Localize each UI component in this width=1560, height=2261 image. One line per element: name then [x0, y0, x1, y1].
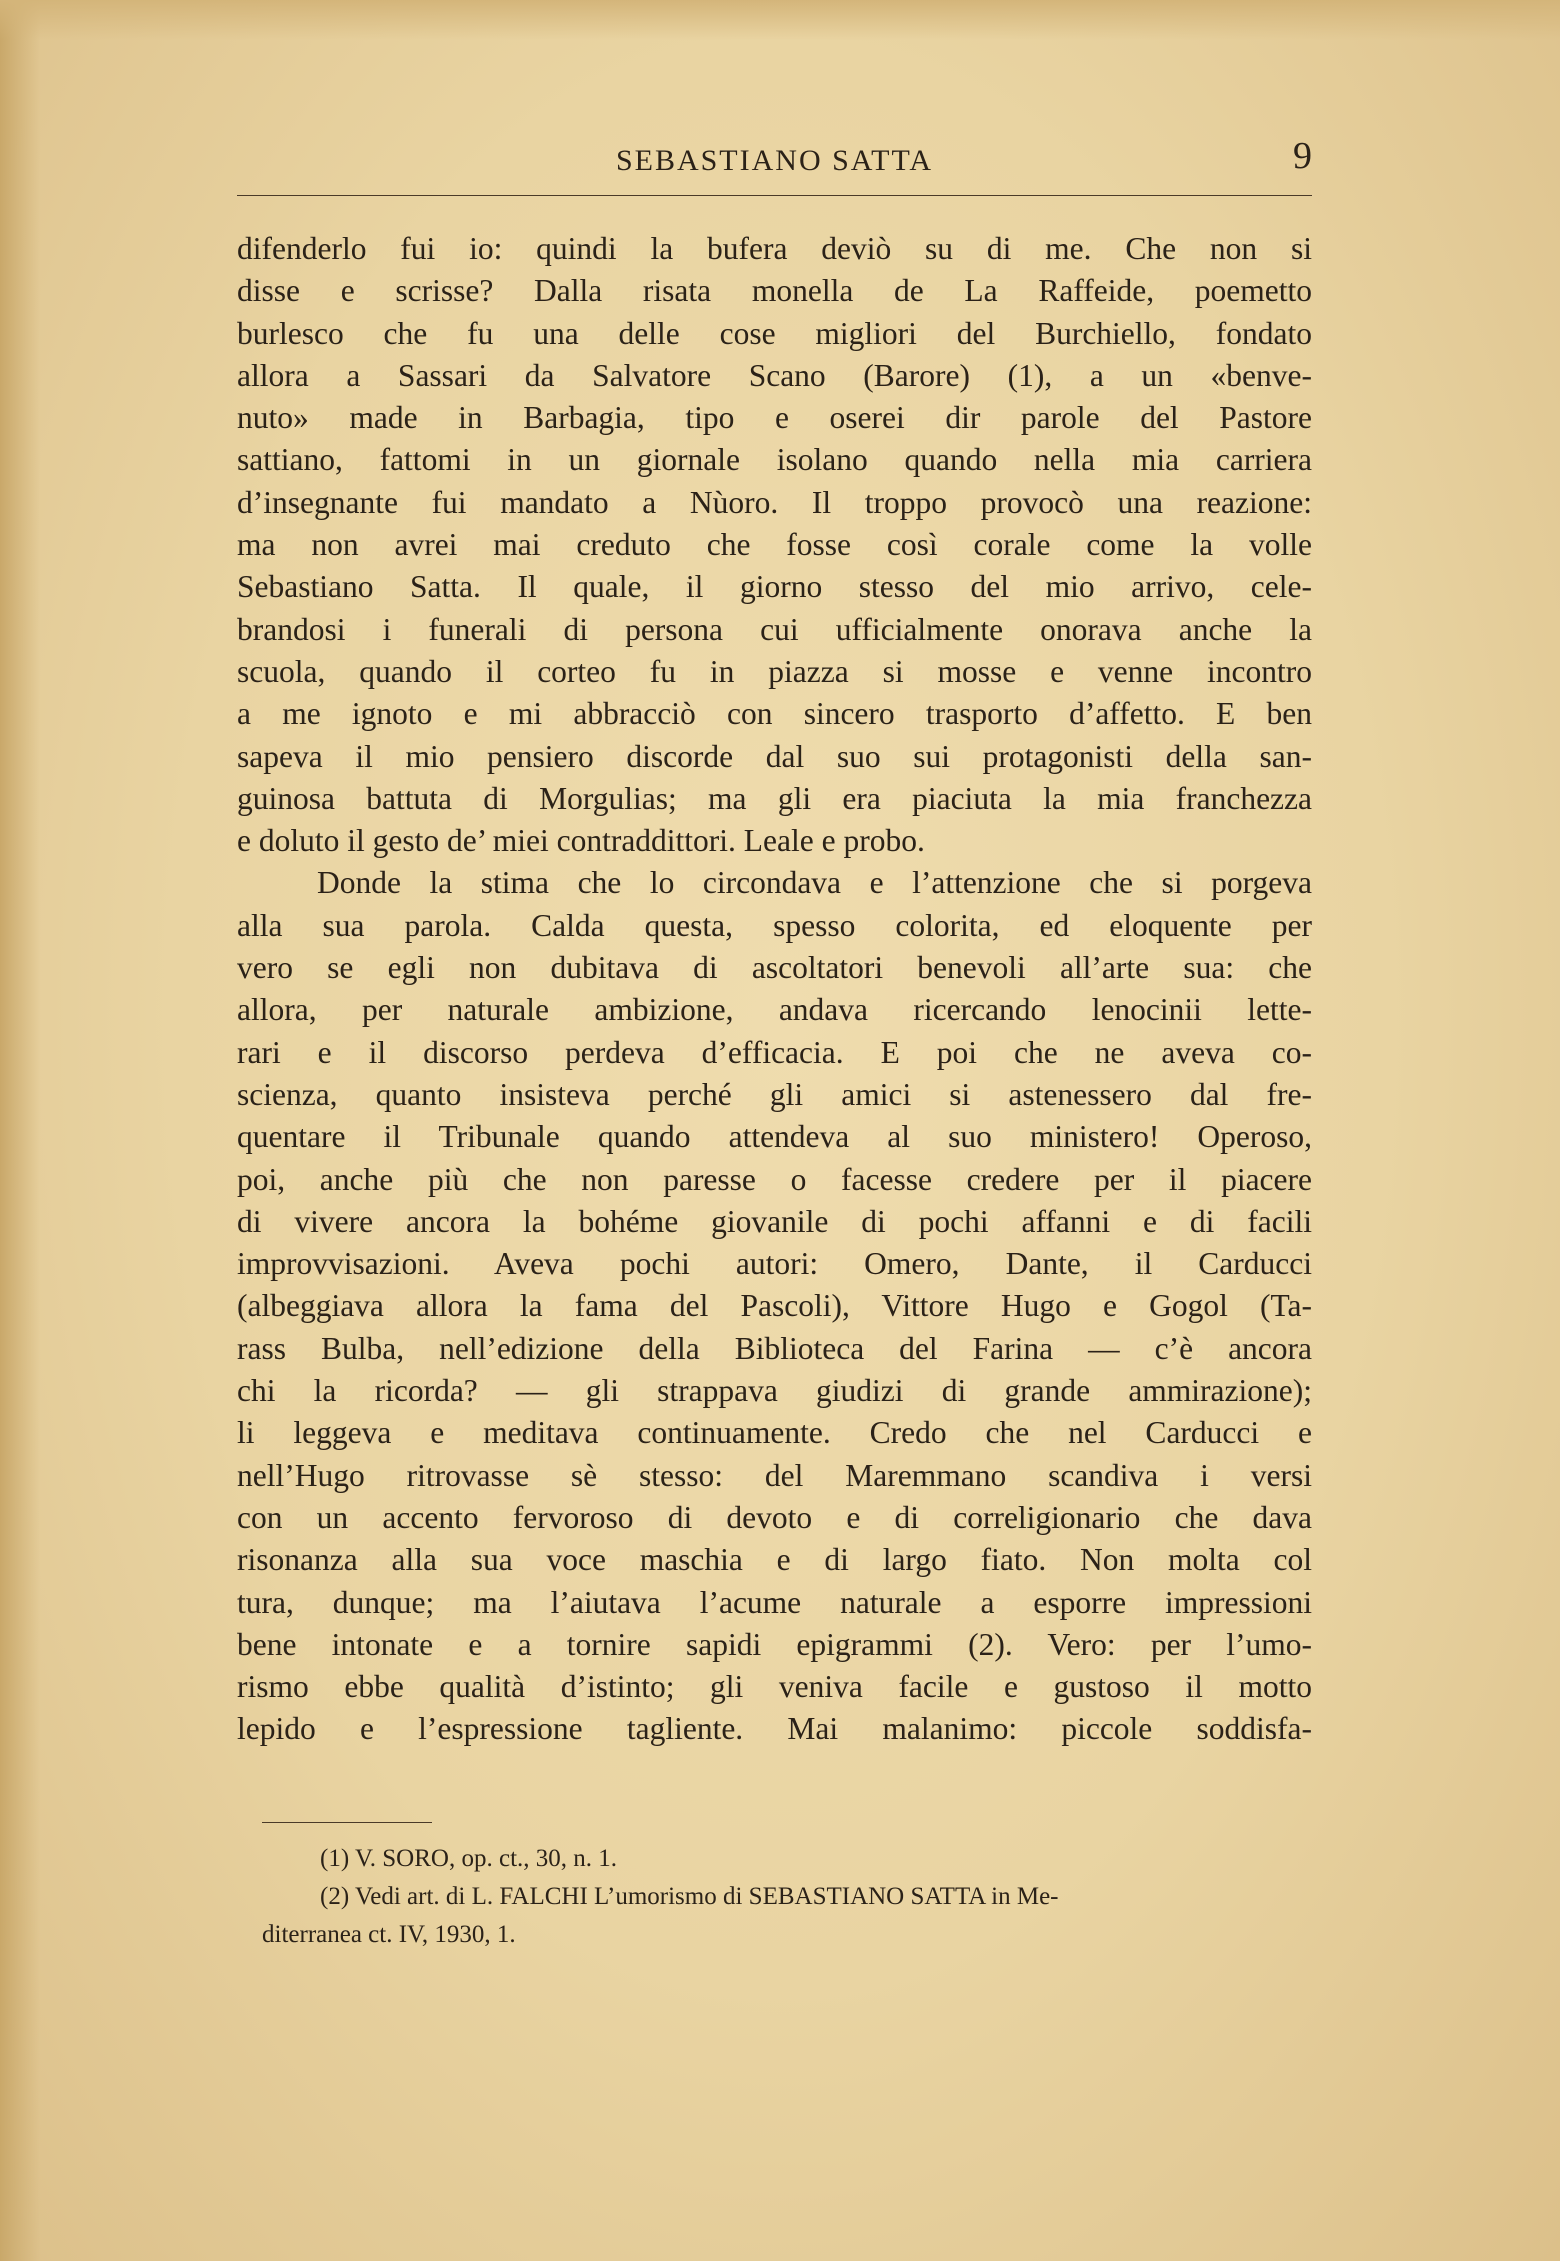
footnote-2-continued: diterranea ct. IV, 1930, 1. — [262, 1921, 516, 1948]
text-line: lepido e l’espressione tagliente. Mai malanimo: piccole soddisfa- — [237, 1711, 1312, 1747]
text-line: d’insegnante fui mandato a Nùoro. Il troppo provocò una reazione: — [237, 484, 1312, 520]
text-line: scuola, quando il corteo fu in piazza si mosse e venne incontro — [237, 653, 1312, 689]
text-line: ma non avrei mai creduto che fosse così corale come la volle — [237, 527, 1312, 563]
text-line: Donde la stima che lo circondava e l’attenzione che si porgeva — [317, 865, 1312, 901]
page-edge-shadow-top — [0, 0, 1560, 40]
text-line: scienza, quanto insisteva perché gli amici si astenessero dal fre- — [237, 1076, 1312, 1112]
text-line: rari e il discorso perdeva d’efficacia. E poi che ne aveva co- — [237, 1034, 1312, 1070]
text-line: tura, dunque; ma l’aiutava l’acume naturale a esporre impressioni — [237, 1584, 1312, 1620]
text-line: nell’Hugo ritrovasse sè stesso: del Maremmano scandiva i versi — [237, 1457, 1312, 1493]
text-line: con un accento fervoroso di devoto e di correligionario che dava — [237, 1499, 1312, 1535]
text-line: li leggeva e meditava continuamente. Credo che nel Carducci e — [237, 1415, 1312, 1451]
footnote-rule — [262, 1822, 432, 1823]
page-number: 9 — [1293, 135, 1312, 177]
footnote-2: (2) Vedi art. di L. FALCHI L’umorismo di SEBASTIANO SATTA in Me- — [320, 1883, 1059, 1910]
paragraph-1 — [237, 228, 1312, 862]
header-rule — [237, 195, 1312, 196]
text-line: allora a Sassari da Salvatore Scano (Barore) (1), a un «benve- — [237, 357, 1312, 393]
text-line: Sebastiano Satta. Il quale, il giorno stesso del mio arrivo, cele- — [237, 569, 1312, 605]
text-line: nuto» made in Barbagia, tipo e oserei dir parole del Pastore — [237, 400, 1312, 436]
running-title: SEBASTIANO SATTA — [615, 144, 934, 177]
text-line: brandosi i funerali di persona cui ufficialmente onorava anche la — [237, 611, 1312, 647]
text-line: difenderlo fui io: quindi la bufera deviò su di me. Che non si — [237, 231, 1312, 266]
text-line: bene intonate e a tornire sapidi epigrammi (2). Vero: per l’umo- — [237, 1626, 1312, 1662]
text-line: sattiano, fattomi in un giornale isolano quando nella mia carriera — [237, 442, 1312, 478]
text-line: sapeva il mio pensiero discorde dal suo sui protagonisti della san- — [237, 738, 1312, 774]
text-line: e doluto il gesto de’ miei contraddittori. Leale e probo. — [237, 823, 925, 859]
body-text — [237, 228, 1312, 1751]
running-header — [237, 135, 1312, 188]
text-line: (albeggiava allora la fama del Pascoli), Vittore Hugo e Gogol (Ta- — [237, 1288, 1312, 1324]
text-line: allora, per naturale ambizione, andava ricercando lenocinii lette- — [237, 992, 1312, 1028]
text-line: rismo ebbe qualità d’istinto; gli veniva facile e gustoso il motto — [237, 1669, 1312, 1705]
text-line: rass Bulba, nell’edizione della Biblioteca del Farina — c’è ancora — [237, 1330, 1312, 1366]
page-edge-shadow-left — [0, 0, 40, 2261]
text-line: alla sua parola. Calda questa, spesso colorita, ed eloquente per — [237, 907, 1312, 943]
text-line: chi la ricorda? — gli strappava giudizi di grande ammirazione); — [237, 1373, 1312, 1409]
text-line: guinosa battuta di Morgulias; ma gli era piaciuta la mia franchezza — [237, 780, 1312, 816]
text-line: quentare il Tribunale quando attendeva al suo ministero! Operoso, — [237, 1119, 1312, 1155]
footnote-1: (1) V. SORO, op. ct., 30, n. 1. — [320, 1845, 618, 1872]
text-line: di vivere ancora la bohéme giovanile di pochi affanni e di facili — [237, 1203, 1312, 1239]
text-line: improvvisazioni. Aveva pochi autori: Omero, Dante, il Carducci — [237, 1246, 1312, 1282]
text-line: poi, anche più che non paresse o facesse credere per il piacere — [237, 1161, 1312, 1197]
paragraph-2 — [237, 862, 1312, 1750]
text-line: a me ignoto e mi abbracciò con sincero trasporto d’affetto. E ben — [237, 696, 1312, 732]
text-line: burlesco che fu una delle cose migliori del Burchiello, fondato — [237, 315, 1312, 351]
footnotes — [262, 1840, 1350, 1954]
text-line: disse e scrisse? Dalla risata monella de La Raffeide, poemetto — [237, 273, 1312, 309]
text-line: vero se egli non dubitava di ascoltatori benevoli all’arte sua: che — [237, 950, 1312, 986]
text-line: risonanza alla sua voce maschia e di largo fiato. Non molta col — [237, 1542, 1312, 1578]
